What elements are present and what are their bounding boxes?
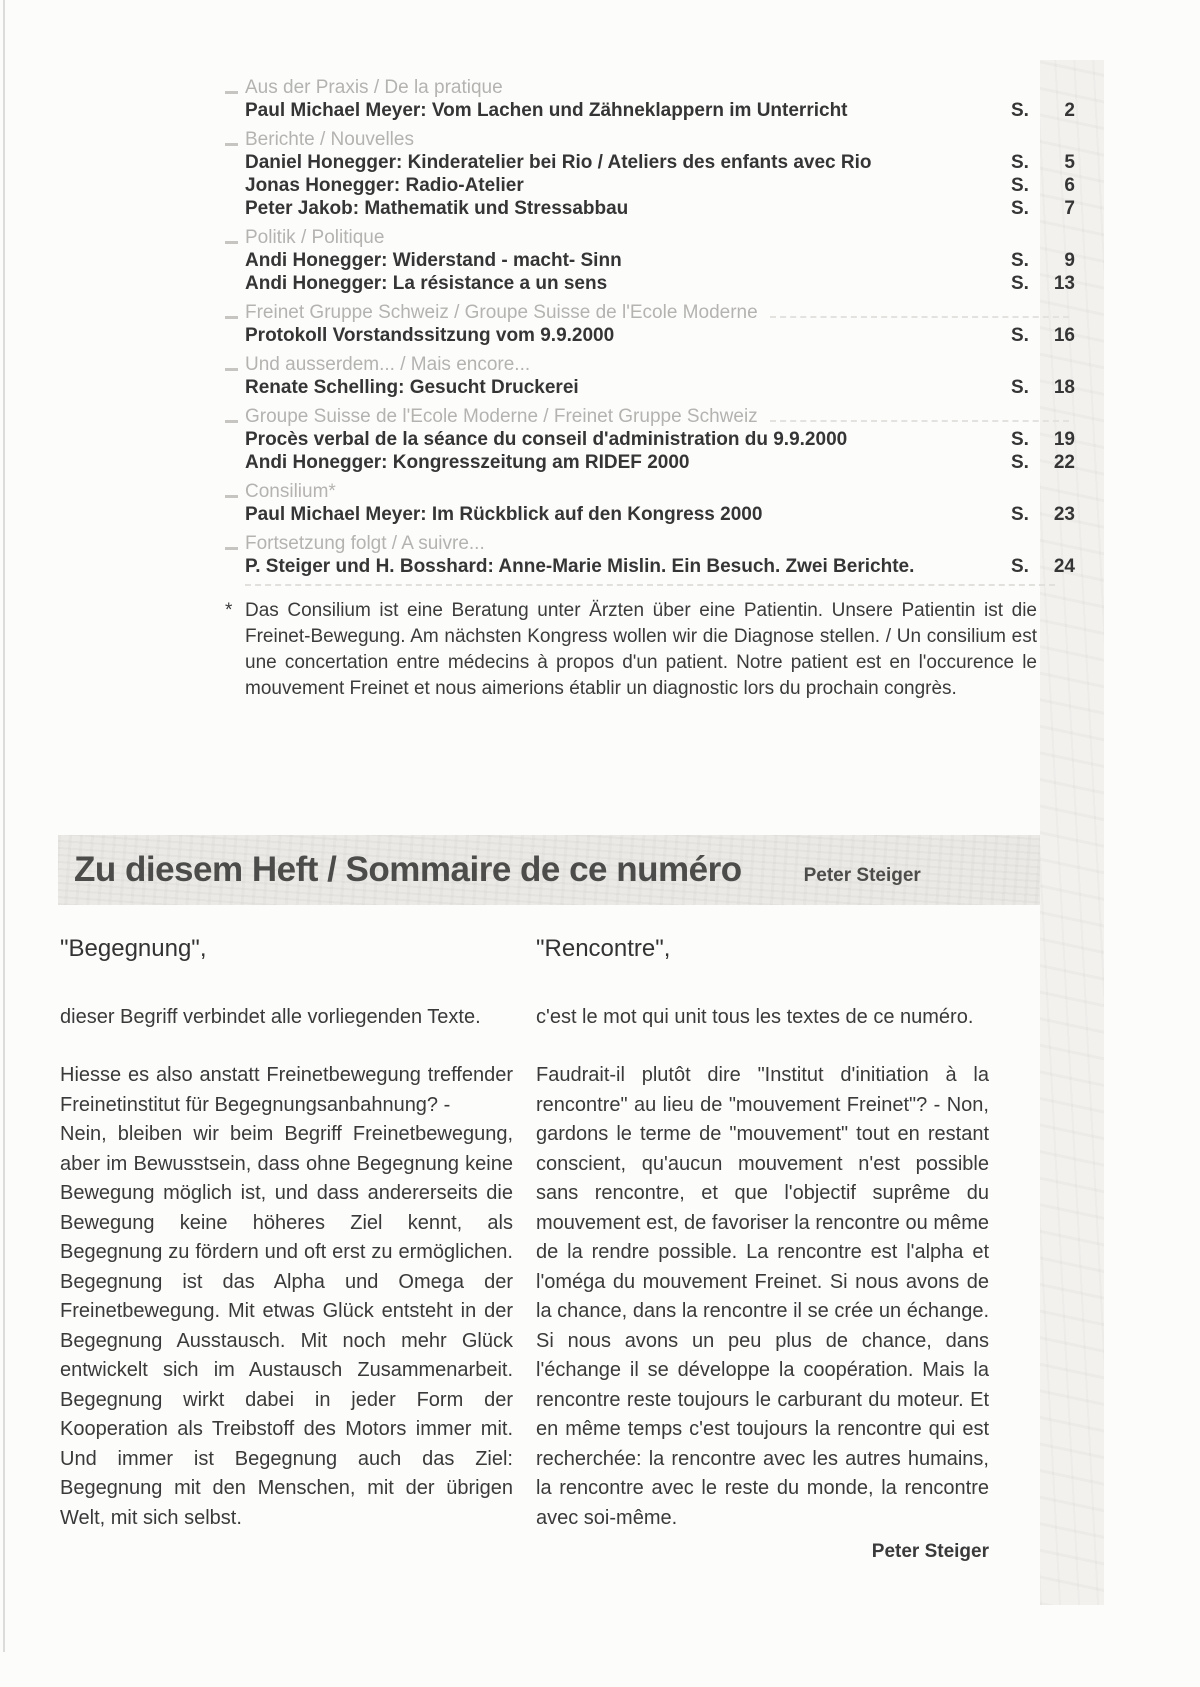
toc-section-header [225,405,1075,428]
german-column [60,935,513,1563]
toc-entry-title: Andi Honegger: La résistance a un sens [245,273,608,294]
erased-line-artifact [245,584,1055,586]
section-dash-mark [225,368,238,371]
french-column [536,935,989,1563]
toc-section-label: Fortsetzung folgt / A suivre... [245,533,485,554]
toc-page-number: S. 9 [1011,250,1075,271]
toc-page-number: S. 13 [1011,273,1075,294]
toc-section-header [225,76,1075,99]
toc-section-header [225,532,1075,555]
section-dash-mark [225,143,238,146]
toc-section-label: Consilium* [245,481,336,502]
toc-page-number: S. 19 [1011,429,1075,450]
french-body-paragraph: Faudrait-il plutôt dire "Institut d'initiation à la rencontre" au lieu de "mouvement Freinet"? - Non, gardons le terme de "mouvement" tout en restant conscient, qu'aucun mouvement n'est possible sans rencontre, et que l'objectif suprême du mouvement est, de favoriser la rencontre ou même de la rendre possible. La rencontre est l'alpha et l'oméga du mouvement Freinet. Si nous avons de la chance, dans la rencontre il se crée un échange. Si nous avons un peu plus de chance, dans l'échange il se développe la coopération. Mais la rencontre reste toujours le carburant du moteur. Et en même temps c'est toujours la rencontre qui est recherchée: la rencontre avec les autres humains, la rencontre avec le reste du monde, la rencontre avec soi-même. [536,1064,989,1529]
toc-section-header [225,128,1075,151]
toc-entry-title: Andi Honegger: Widerstand - macht- Sinn [245,250,622,271]
toc-entry [225,324,1075,347]
toc-page-number: S. 18 [1011,377,1075,398]
german-body [60,1061,513,1533]
toc-page-number: S. 16 [1011,325,1075,346]
german-intro-paragraph: dieser Begriff verbindet alle vorliegenden Texte. [60,1006,481,1028]
german-column-heading: "Begegnung", [60,935,207,962]
toc-entry [225,249,1075,272]
table-of-contents [225,70,1075,586]
toc-section-label: Und ausserdem... / Mais encore... [245,354,531,375]
toc-entry [225,174,1075,197]
toc-entry-title: Procès verbal de la séance du conseil d'administration du 9.9.2000 [245,429,848,450]
german-body-paragraph: Nein, bleiben wir beim Begriff Freinetbewegung, aber im Bewusstsein, dass ohne Begegnung keine Bewegung möglich ist, und dass andererseits die Bewegung keine höheres Ziel kennt, als Begegnung zu fördern und oft erst zu ermöglichen. Begegnung ist das Alpha und Omega der Freinetbewegung. Mit etwas Glück entsteht in der Begegnung Ausstausch. Mit noch mehr Glück entwickelt sich im Austausch Zusammenarbeit. Begegnung wirkt dabei in jeder Form der Kooperation als Treibstoff des Motors immer mit. Und immer ist Begegnung auch das Ziel: Begegnung mit den Menschen, mit der übrigen Welt, mit sich selbst. [60,1123,513,1529]
toc-entry [225,555,1075,578]
toc-page-number: S. 22 [1011,452,1075,473]
toc-entry [225,376,1075,399]
toc-section-label: Berichte / Nouvelles [245,129,414,150]
author-signature: Peter Steiger [871,1541,989,1562]
toc-entry-title: Daniel Honegger: Kinderatelier bei Rio / Ateliers des enfants avec Rio [245,152,872,173]
toc-entry [225,428,1075,451]
german-body-paragraph: Hiesse es also anstatt Freinetbewegung treffender Freinetinstitut für Begegnungsanbahnung? - [60,1064,513,1116]
toc-entry-title: Peter Jakob: Mathematik und Stressabbau [245,198,629,219]
toc-page-number: S. 5 [1011,152,1075,173]
toc-entry-title: P. Steiger und H. Bosshard: Anne-Marie Mislin. Ein Besuch. Zwei Berichte. [245,556,915,577]
article-author: Peter Steiger [803,865,921,886]
toc-section-label: Groupe Suisse de l'Ecole Moderne / Freinet Gruppe Schweiz [245,406,758,427]
toc-section-header [225,353,1075,376]
toc-entry-title: Renate Schelling: Gesucht Druckerei [245,377,579,398]
toc-page-number: S. 7 [1011,198,1075,219]
toc-section-header [225,480,1075,503]
toc-page-number: S. 2 [1011,100,1075,121]
erased-line-artifact [770,316,1069,318]
toc-page-number: S. 6 [1011,175,1075,196]
french-body [536,1061,989,1533]
toc-page-number: S. 23 [1011,504,1075,525]
french-column-heading: "Rencontre", [536,935,671,962]
toc-entry-title: Andi Honegger: Kongresszeitung am RIDEF 2000 [245,452,690,473]
section-dash-mark [225,547,238,550]
french-intro-paragraph: c'est le mot qui unit tous les textes de ce numéro. [536,1006,974,1028]
article-columns [60,935,990,1563]
toc-page-number: S. 24 [1011,556,1075,577]
toc-entry-title: Paul Michael Meyer: Vom Lachen und Zähneklappern im Unterricht [245,100,848,121]
article-header-band [58,835,1040,905]
footnote-text: Das Consilium ist eine Beratung unter Ärzten über eine Patientin. Unsere Patientin ist die Freinet-Bewegung. Am nächsten Kongress wollen wir die Diagnose stellen. / Un consilium est une concertation entre médecins à propos d'un patient. Notre patient est en l'occurence le mouvement Freinet et nous aimerions établir un diagnostic lors du prochain congrès. [245,600,1037,699]
toc-entry [225,151,1075,174]
section-dash-mark [225,91,238,94]
toc-entry [225,451,1075,474]
erased-line-artifact [770,420,1069,422]
toc-entry [225,197,1075,220]
scan-left-edge-line [3,0,5,1652]
toc-entry [225,99,1075,122]
section-dash-mark [225,241,238,244]
toc-section-label: Aus der Praxis / De la pratique [245,77,503,98]
toc-entry-title: Paul Michael Meyer: Im Rückblick auf den Kongress 2000 [245,504,763,525]
footnote [225,598,1037,702]
section-dash-mark [225,495,238,498]
toc-entry [225,503,1075,526]
toc-entry-title: Protokoll Vorstandssitzung vom 9.9.2000 [245,325,615,346]
toc-section-header [225,301,1075,324]
toc-entry [225,272,1075,295]
section-dash-mark [225,316,238,319]
footnote-asterisk: * [225,600,233,621]
toc-section-label: Freinet Gruppe Schweiz / Groupe Suisse de l'Ecole Moderne [245,302,758,323]
toc-entry-title: Jonas Honegger: Radio-Atelier [245,175,524,196]
section-dash-mark [225,420,238,423]
article-title: Zu diesem Heft / Sommaire de ce numéro [74,850,742,889]
toc-section-label: Politik / Politique [245,227,385,248]
toc-section-header [225,226,1075,249]
